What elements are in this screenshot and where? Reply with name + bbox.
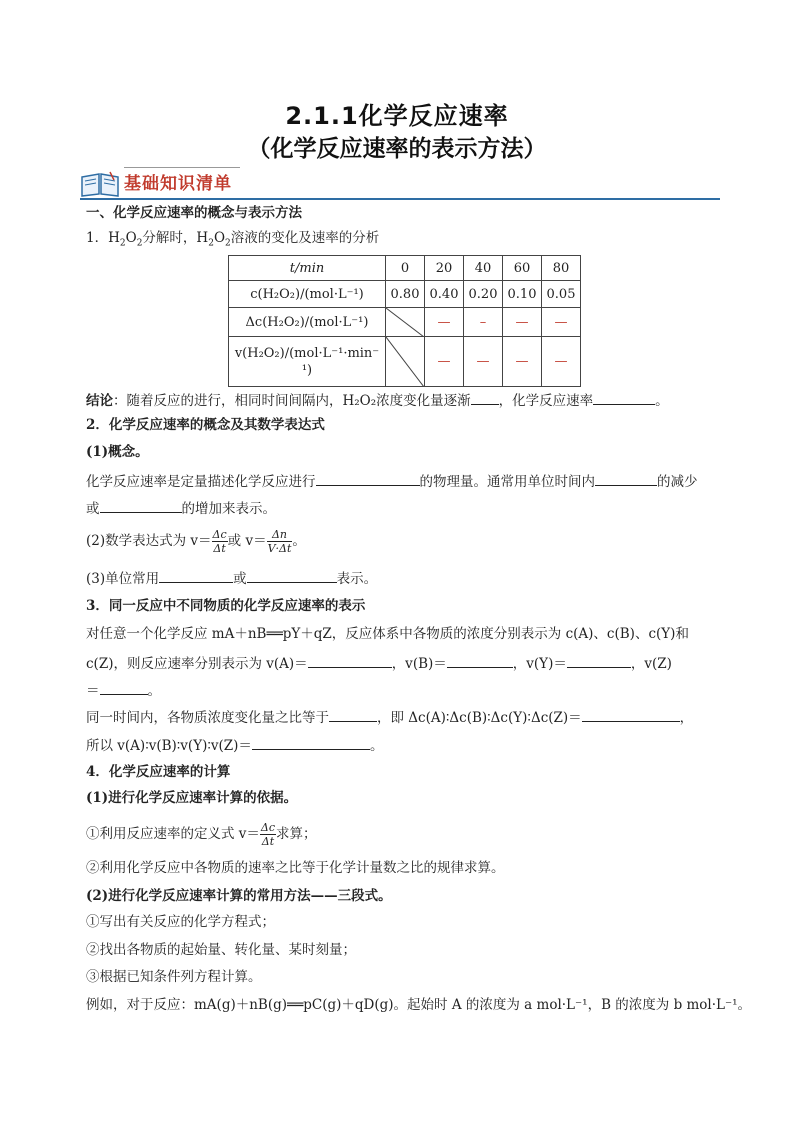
page-title: 2.1.1化学反应速率 (285, 102, 509, 130)
section3-p5: 所以 v(A)∶v(B)∶v(Y)∶v(Z)＝ 。 (86, 735, 383, 755)
table-row-label: v(H₂O₂)/(mol·L⁻¹·min⁻ ¹) (229, 337, 386, 387)
fill-blank[interactable] (308, 653, 392, 668)
banner-rule (80, 198, 720, 200)
section2-sub1: (1)概念。 (86, 444, 149, 460)
fill-blank[interactable] (252, 735, 370, 750)
banner-top-rule (124, 167, 240, 168)
table-cell: 0.05 (542, 281, 581, 308)
section2-p1-cont: 或 的增加来表示。 (86, 498, 276, 518)
section4-heading: 4．化学反应速率的计算 (86, 764, 231, 780)
section4-step2: ②找出各物质的起始量、转化量、某时刻量； (86, 942, 356, 958)
table-row-label: c(H₂O₂)/(mol·L⁻¹) (229, 281, 386, 308)
fraction: $\frac{\Delta n}{V\cdot\Delta t}$ (267, 528, 292, 555)
section4-step3: ③根据已知条件列方程计算。 (86, 969, 262, 985)
fill-blank[interactable] (100, 498, 182, 513)
section3-p2: c(Z)，则反应速率分别表示为 v(A)＝ ，v(B)＝ ，v(Y)＝ ，v(Z) (86, 653, 672, 673)
section1-heading: 一、化学反应速率的概念与表示方法 (86, 205, 302, 221)
fraction: $\frac{\Delta c}{\Delta t}$ (212, 528, 227, 555)
section-banner (80, 167, 720, 201)
data-table (228, 255, 581, 387)
banner-label: 基础知识清单 (124, 174, 232, 194)
diagonal-line (386, 308, 424, 337)
table-cell: — (542, 308, 581, 337)
fraction: $\frac{\Delta c}{\Delta t}$ (260, 821, 276, 848)
table-cell: — (464, 337, 503, 387)
table-row-label: Δc(H₂O₂)/(mol·L⁻¹) (229, 308, 386, 337)
conclusion: 结论：随着反应的进行，相同时间间隔内，H₂O₂浓度变化量逐渐 ，化学反应速率 。 (86, 390, 669, 410)
section4-item2: ②利用化学反应中各物质的速率之比等于化学计量数之比的规律求算。 (86, 860, 505, 876)
fill-blank[interactable] (247, 568, 337, 583)
fill-blank[interactable] (329, 707, 377, 722)
section2-p1: 化学反应速率是定量描述化学反应进行 的物理量。通常用单位时间内 的减少 (86, 471, 698, 491)
table-cell: 40 (464, 256, 503, 281)
section3-p3: ＝ 。 (86, 680, 161, 700)
table-cell: 20 (425, 256, 464, 281)
page-subtitle: （化学反应速率的表示方法） (247, 136, 547, 162)
section2-formula: (2)数学表达式为 v＝ $\frac{\Delta c}{\Delta t}$ 或 v＝ $\frac{\Delta n}{V\cdot\Delta t}$ 。 (86, 528, 306, 555)
table-cell: 80 (542, 256, 581, 281)
table-row (229, 308, 581, 337)
section4-step1: ①写出有关反应的化学方程式； (86, 914, 275, 930)
fill-blank[interactable] (567, 653, 631, 668)
fill-blank[interactable] (582, 707, 680, 722)
section4-sub2: (2)进行化学反应速率计算的常用方法——三段式。 (86, 888, 392, 904)
section2-units: (3)单位常用 或 表示。 (86, 568, 377, 588)
book-icon (80, 171, 120, 197)
section1-item1: 1．$H_2O_2$分解时，$H_2O_2$溶液的变化及速率的分析 (86, 230, 380, 249)
section3-p4: 同一时间内，各物质浓度变化量之比等于 ，即 Δc(A)∶Δc(B)∶Δc(Y)∶Δc(Z)＝ ， (86, 707, 693, 727)
section3-heading: 3．同一反应中不同物质的化学反应速率的表示 (86, 598, 366, 614)
section4-item1: ①利用反应速率的定义式 v＝ $\frac{\Delta c}{\Delta t}$ 求算； (86, 821, 317, 848)
table-diagonal-cell (386, 337, 425, 387)
fill-blank[interactable] (447, 653, 513, 668)
table-row (229, 337, 581, 387)
table-cell: — (542, 337, 581, 387)
table-cell: — (503, 308, 542, 337)
table-cell: 0.80 (386, 281, 425, 308)
table-cell: 0 (386, 256, 425, 281)
table-header-label: t/min (229, 256, 386, 281)
section3-p1: 对任意一个化学反应 mA＋nB══pY＋qZ，反应体系中各物质的浓度分别表示为 c(A)、c(B)、c(Y)和 (86, 626, 689, 642)
section4-sub1: (1)进行化学反应速率计算的依据。 (86, 790, 298, 806)
table-row (229, 256, 581, 281)
fill-blank[interactable] (316, 471, 420, 486)
fill-blank[interactable] (100, 680, 148, 695)
table-cell: — (425, 308, 464, 337)
table-cell: 0.10 (503, 281, 542, 308)
table-cell: – (464, 308, 503, 337)
table-cell: 0.20 (464, 281, 503, 308)
table-row (229, 281, 581, 308)
table-diagonal-cell (386, 308, 425, 337)
table-cell: 0.40 (425, 281, 464, 308)
fill-blank[interactable] (159, 568, 233, 583)
table-cell: — (425, 337, 464, 387)
table-cell: — (503, 337, 542, 387)
section2-heading: 2．化学反应速率的概念及其数学表达式 (86, 417, 325, 433)
diagonal-line (386, 337, 424, 387)
fill-blank[interactable] (595, 471, 657, 486)
fill-blank[interactable] (593, 390, 655, 405)
table-cell: 60 (503, 256, 542, 281)
fill-blank[interactable] (471, 390, 499, 405)
section4-example: 例如，对于反应：mA(g)＋nB(g)══pC(g)＋qD(g)。起始时 A 的浓度为 a mol·L⁻¹，B 的浓度为 b mol·L⁻¹。 (86, 997, 752, 1013)
